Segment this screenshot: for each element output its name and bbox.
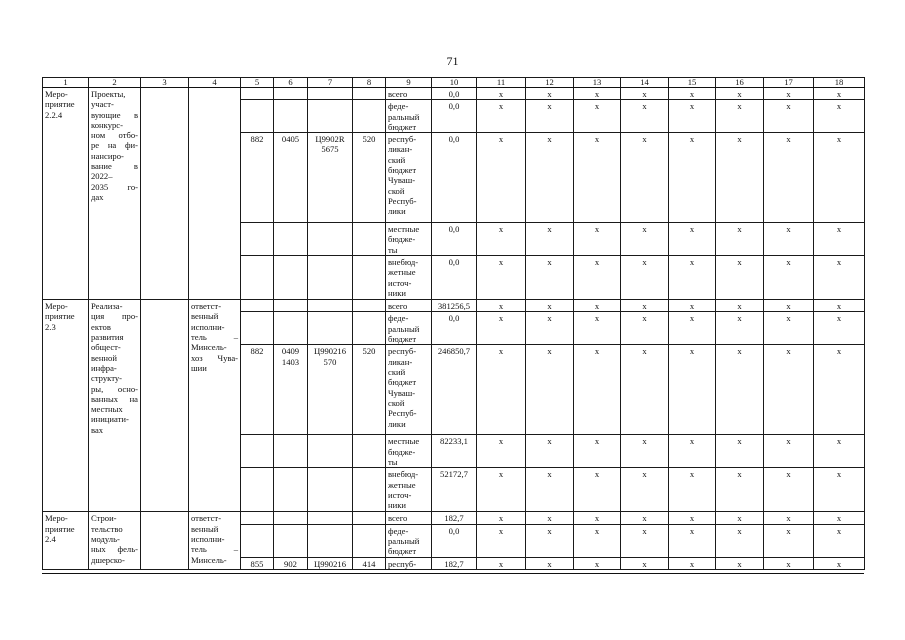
target-article-cell (308, 435, 353, 468)
executor-cell (189, 88, 241, 300)
funding-source-cell: местные бюдже- ты (386, 223, 432, 256)
target-article-cell (308, 223, 353, 256)
target-article-cell: Ц9902R 5675 (308, 133, 353, 223)
x-mark-cell: х (526, 223, 574, 256)
column-number-15: 15 (669, 78, 716, 88)
budget-table (42, 77, 865, 570)
x-mark-cell: х (621, 468, 669, 512)
section-code-cell (274, 312, 308, 345)
x-mark-cell: х (669, 435, 716, 468)
x-mark-cell: х (621, 133, 669, 223)
column-number-9: 9 (386, 78, 432, 88)
target-article-cell (308, 88, 353, 100)
x-mark-cell: х (669, 557, 716, 569)
x-mark-cell: х (621, 88, 669, 100)
column-number-8: 8 (353, 78, 386, 88)
x-mark-cell: х (814, 133, 865, 223)
x-mark-cell: х (669, 345, 716, 435)
amount-cell: 0,0 (432, 312, 477, 345)
x-mark-cell: х (716, 512, 764, 524)
x-mark-cell: х (669, 100, 716, 133)
expense-type-cell (353, 435, 386, 468)
x-mark-cell: х (477, 557, 526, 569)
table-row (43, 88, 865, 100)
x-mark-cell: х (621, 435, 669, 468)
x-mark-cell: х (477, 223, 526, 256)
x-mark-cell: х (716, 256, 764, 300)
expense-type-cell (353, 300, 386, 312)
expense-type-cell: 414 (353, 557, 386, 569)
section-code-cell (274, 256, 308, 300)
x-mark-cell: х (814, 88, 865, 100)
funding-source-cell: всего (386, 300, 432, 312)
x-mark-cell: х (621, 100, 669, 133)
column-number-13: 13 (574, 78, 621, 88)
x-mark-cell: х (574, 524, 621, 557)
x-mark-cell: х (526, 557, 574, 569)
coexecutor-cell (141, 512, 189, 570)
funding-source-cell: феде- ральный бюджет (386, 100, 432, 133)
grbs-code-cell: 855 (241, 557, 274, 569)
grbs-code-cell: 882 (241, 133, 274, 223)
grbs-code-cell (241, 468, 274, 512)
grbs-code-cell (241, 256, 274, 300)
section-code-cell: 902 (274, 557, 308, 569)
x-mark-cell: х (716, 88, 764, 100)
funding-source-cell: местные бюдже- ты (386, 435, 432, 468)
measure-name-cell: Проекты, участ- вующие в конкурс- ном отбо- ре на фи- нансиро- вание в 2022– 2035 го- дах (89, 88, 141, 300)
x-mark-cell: х (477, 524, 526, 557)
measure-name-cell: Реализа- ция про- ектов развития общест- венной инфра- структу- ры, осно- ванных на местных инициати- вах (89, 300, 141, 512)
x-mark-cell: х (669, 468, 716, 512)
executor-cell: ответст- венный исполни- тель – Минсель- (189, 512, 241, 570)
column-number-5: 5 (241, 78, 274, 88)
x-mark-cell: х (477, 345, 526, 435)
x-mark-cell: х (574, 100, 621, 133)
x-mark-cell: х (814, 100, 865, 133)
x-mark-cell: х (764, 557, 814, 569)
expense-type-cell (353, 100, 386, 133)
x-mark-cell: х (814, 512, 865, 524)
x-mark-cell: х (574, 435, 621, 468)
target-article-cell (308, 512, 353, 524)
column-number-17: 17 (764, 78, 814, 88)
x-mark-cell: х (716, 435, 764, 468)
x-mark-cell: х (764, 468, 814, 512)
target-article-cell: Ц990216 570 (308, 345, 353, 435)
funding-source-cell: феде- ральный бюджет (386, 524, 432, 557)
x-mark-cell: х (814, 300, 865, 312)
page-number: 71 (446, 54, 459, 68)
coexecutor-cell (141, 88, 189, 300)
x-mark-cell: х (526, 345, 574, 435)
column-number-7: 7 (308, 78, 353, 88)
funding-source-cell: феде- ральный бюджет (386, 312, 432, 345)
column-number-4: 4 (189, 78, 241, 88)
grbs-code-cell (241, 312, 274, 345)
x-mark-cell: х (526, 524, 574, 557)
x-mark-cell: х (526, 256, 574, 300)
x-mark-cell: х (764, 88, 814, 100)
x-mark-cell: х (477, 312, 526, 345)
x-mark-cell: х (477, 133, 526, 223)
funding-source-cell: респуб- ликан- ский бюджет Чуваш- ской Респуб- лики (386, 345, 432, 435)
section-code-cell (274, 300, 308, 312)
measure-cell: Меро- приятие 2.3 (43, 300, 89, 512)
amount-cell: 182,7 (432, 557, 477, 569)
funding-source-cell: внебюд- жетные источ- ники (386, 256, 432, 300)
x-mark-cell: х (716, 133, 764, 223)
x-mark-cell: х (477, 512, 526, 524)
x-mark-cell: х (621, 223, 669, 256)
x-mark-cell: х (716, 524, 764, 557)
grbs-code-cell (241, 100, 274, 133)
x-mark-cell: х (621, 256, 669, 300)
x-mark-cell: х (477, 100, 526, 133)
x-mark-cell: х (526, 312, 574, 345)
table-row (43, 512, 865, 524)
x-mark-cell: х (526, 88, 574, 100)
expense-type-cell (353, 88, 386, 100)
measure-cell: Меро- приятие 2.2.4 (43, 88, 89, 300)
x-mark-cell: х (574, 256, 621, 300)
x-mark-cell: х (814, 435, 865, 468)
x-mark-cell: х (764, 256, 814, 300)
x-mark-cell: х (764, 524, 814, 557)
target-article-cell: Ц990216 (308, 557, 353, 569)
column-number-3: 3 (141, 78, 189, 88)
expense-type-cell (353, 312, 386, 345)
x-mark-cell: х (477, 256, 526, 300)
x-mark-cell: х (574, 557, 621, 569)
target-article-cell (308, 524, 353, 557)
x-mark-cell: х (574, 512, 621, 524)
amount-cell: 0,0 (432, 88, 477, 100)
x-mark-cell: х (526, 435, 574, 468)
x-mark-cell: х (621, 524, 669, 557)
x-mark-cell: х (477, 468, 526, 512)
x-mark-cell: х (574, 133, 621, 223)
x-mark-cell: х (574, 345, 621, 435)
x-mark-cell: х (716, 345, 764, 435)
x-mark-cell: х (764, 312, 814, 345)
section-code-cell: 0409 1403 (274, 345, 308, 435)
section-code-cell (274, 223, 308, 256)
expense-type-cell (353, 256, 386, 300)
x-mark-cell: х (764, 435, 814, 468)
grbs-code-cell (241, 223, 274, 256)
measure-cell: Меро- приятие 2.4 (43, 512, 89, 570)
expense-type-cell (353, 524, 386, 557)
expense-type-cell (353, 512, 386, 524)
funding-source-cell: всего (386, 512, 432, 524)
x-mark-cell: х (526, 512, 574, 524)
funding-source-cell: всего (386, 88, 432, 100)
coexecutor-cell (141, 300, 189, 512)
section-code-cell (274, 100, 308, 133)
x-mark-cell: х (574, 468, 621, 512)
x-mark-cell: х (574, 312, 621, 345)
amount-cell: 0,0 (432, 100, 477, 133)
section-code-cell (274, 524, 308, 557)
x-mark-cell: х (814, 312, 865, 345)
expense-type-cell: 520 (353, 133, 386, 223)
x-mark-cell: х (814, 524, 865, 557)
x-mark-cell: х (764, 345, 814, 435)
x-mark-cell: х (526, 100, 574, 133)
amount-cell: 182,7 (432, 512, 477, 524)
x-mark-cell: х (764, 223, 814, 256)
x-mark-cell: х (669, 312, 716, 345)
x-mark-cell: х (669, 88, 716, 100)
column-number-2: 2 (89, 78, 141, 88)
grbs-code-cell (241, 524, 274, 557)
x-mark-cell: х (621, 300, 669, 312)
section-code-cell (274, 435, 308, 468)
x-mark-cell: х (477, 300, 526, 312)
x-mark-cell: х (764, 133, 814, 223)
grbs-code-cell (241, 88, 274, 100)
x-mark-cell: х (669, 524, 716, 557)
column-number-14: 14 (621, 78, 669, 88)
funding-source-cell: респуб- ликан- ский бюджет Чуваш- ской Респуб- лики (386, 133, 432, 223)
column-number-1: 1 (43, 78, 89, 88)
section-code-cell (274, 88, 308, 100)
x-mark-cell: х (526, 300, 574, 312)
column-number-6: 6 (274, 78, 308, 88)
x-mark-cell: х (764, 300, 814, 312)
x-mark-cell: х (621, 312, 669, 345)
x-mark-cell: х (669, 256, 716, 300)
x-mark-cell: х (669, 133, 716, 223)
section-code-cell (274, 468, 308, 512)
funding-source-cell: респуб- (386, 557, 432, 569)
x-mark-cell: х (716, 300, 764, 312)
x-mark-cell: х (477, 435, 526, 468)
x-mark-cell: х (574, 223, 621, 256)
grbs-code-cell: 882 (241, 345, 274, 435)
table-bottom-border (42, 573, 864, 574)
section-code-cell: 0405 (274, 133, 308, 223)
x-mark-cell: х (526, 468, 574, 512)
executor-cell: ответст- венный исполни- тель – Минсель- хоз Чува- шии (189, 300, 241, 512)
x-mark-cell: х (621, 512, 669, 524)
amount-cell: 0,0 (432, 223, 477, 256)
target-article-cell (308, 256, 353, 300)
x-mark-cell: х (814, 256, 865, 300)
table-row (43, 300, 865, 312)
column-number-18: 18 (814, 78, 865, 88)
column-number-row (43, 78, 865, 88)
measure-name-cell: Строи- тельство модуль- ных фель- дшерско- (89, 512, 141, 570)
target-article-cell (308, 468, 353, 512)
amount-cell: 0,0 (432, 524, 477, 557)
x-mark-cell: х (716, 223, 764, 256)
x-mark-cell: х (814, 557, 865, 569)
x-mark-cell: х (764, 100, 814, 133)
expense-type-cell (353, 223, 386, 256)
grbs-code-cell (241, 435, 274, 468)
amount-cell: 246850,7 (432, 345, 477, 435)
column-number-11: 11 (477, 78, 526, 88)
target-article-cell (308, 312, 353, 345)
x-mark-cell: х (477, 88, 526, 100)
grbs-code-cell (241, 300, 274, 312)
x-mark-cell: х (716, 312, 764, 345)
grbs-code-cell (241, 512, 274, 524)
x-mark-cell: х (669, 300, 716, 312)
x-mark-cell: х (814, 345, 865, 435)
column-number-16: 16 (716, 78, 764, 88)
x-mark-cell: х (526, 133, 574, 223)
amount-cell: 82233,1 (432, 435, 477, 468)
expense-type-cell: 520 (353, 345, 386, 435)
amount-cell: 52172,7 (432, 468, 477, 512)
funding-source-cell: внебюд- жетные источ- ники (386, 468, 432, 512)
amount-cell: 0,0 (432, 256, 477, 300)
x-mark-cell: х (621, 557, 669, 569)
amount-cell: 381256,5 (432, 300, 477, 312)
amount-cell: 0,0 (432, 133, 477, 223)
target-article-cell (308, 100, 353, 133)
x-mark-cell: х (574, 88, 621, 100)
x-mark-cell: х (621, 345, 669, 435)
target-article-cell (308, 300, 353, 312)
x-mark-cell: х (814, 468, 865, 512)
column-number-12: 12 (526, 78, 574, 88)
expense-type-cell (353, 468, 386, 512)
column-number-10: 10 (432, 78, 477, 88)
x-mark-cell: х (764, 512, 814, 524)
x-mark-cell: х (669, 512, 716, 524)
x-mark-cell: х (669, 223, 716, 256)
x-mark-cell: х (814, 223, 865, 256)
x-mark-cell: х (716, 468, 764, 512)
x-mark-cell: х (716, 557, 764, 569)
table-body (43, 78, 865, 570)
x-mark-cell: х (716, 100, 764, 133)
x-mark-cell: х (574, 300, 621, 312)
section-code-cell (274, 512, 308, 524)
